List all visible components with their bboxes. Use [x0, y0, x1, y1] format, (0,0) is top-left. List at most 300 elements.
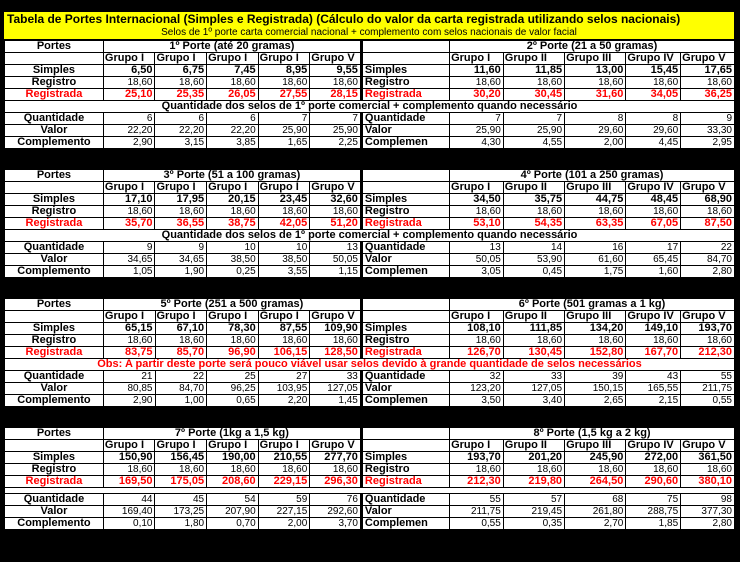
complemento-value-left: 0,25: [207, 266, 259, 278]
quantidade-value-left: 27: [258, 371, 310, 383]
registro-value-right: 18,60: [565, 335, 626, 347]
simples-value-right: 201,20: [503, 452, 564, 464]
blank-cell: [5, 53, 104, 65]
complemento-value-left: 1,90: [155, 266, 207, 278]
simples-value-right: 149,10: [626, 323, 681, 335]
simples-value-left: 17,10: [103, 194, 155, 206]
registrada-label-left: Registrada: [5, 347, 104, 359]
valor-value-right: 50,05: [450, 254, 504, 266]
valor-value-left: 38,50: [258, 254, 310, 266]
complemento-value-right: 3,50: [450, 395, 504, 407]
quantidade-value-right: 75: [626, 494, 681, 506]
group-header-left: Grupo I: [207, 53, 259, 65]
registro-value-right: 18,60: [626, 206, 681, 218]
quantidade-value-left: 10: [207, 242, 259, 254]
registrada-value-right: 34,05: [626, 89, 681, 101]
registro-value-left: 18,60: [258, 77, 310, 89]
simples-value-left: 23,45: [258, 194, 310, 206]
registro-value-left: 18,60: [103, 206, 155, 218]
registrada-value-left: 25,10: [103, 89, 155, 101]
registro-value-right: 18,60: [450, 335, 504, 347]
simples-value-right: 272,00: [626, 452, 681, 464]
group-header-right: Grupo IV: [626, 53, 681, 65]
simples-value-right: 193,70: [450, 452, 504, 464]
group-header-right: Grupo III: [565, 311, 626, 323]
porte-title-right: 6º Porte (501 gramas a 1 kg): [450, 299, 735, 311]
group-header-right: Grupo IV: [626, 182, 681, 194]
registrada-value-right: 290,60: [626, 476, 681, 488]
quantidade-value-right: 57: [503, 494, 564, 506]
complemento-label-right: Complemen: [361, 266, 449, 278]
complemento-value-left: 2,00: [258, 518, 310, 530]
quantidade-label-right: Quantidade: [361, 371, 449, 383]
valor-value-right: 219,45: [503, 506, 564, 518]
valor-value-left: 34,65: [155, 254, 207, 266]
simples-value-right: 15,45: [626, 65, 681, 77]
porte-band-1: [4, 40, 735, 149]
registro-label-right: Registro: [361, 464, 449, 476]
registro-value-right: 18,60: [681, 77, 735, 89]
simples-value-left: 8,95: [258, 65, 310, 77]
group-header-left: Grupo V: [310, 440, 362, 452]
group-header-right: Grupo V: [681, 311, 735, 323]
registrada-value-right: 63,35: [565, 218, 626, 230]
complemento-label-left: Complemento: [5, 137, 104, 149]
registro-value-right: 18,60: [503, 335, 564, 347]
quantidade-value-right: 14: [503, 242, 564, 254]
registrada-label-left: Registrada: [5, 218, 104, 230]
registrada-value-left: 175,05: [155, 476, 207, 488]
registrada-value-left: 106,15: [258, 347, 310, 359]
group-header-right: Grupo V: [681, 182, 735, 194]
registro-value-right: 18,60: [626, 464, 681, 476]
registro-value-left: 18,60: [310, 464, 362, 476]
registrada-value-left: 229,15: [258, 476, 310, 488]
quantidade-value-right: 7: [503, 113, 564, 125]
group-header-right: Grupo II: [503, 53, 564, 65]
group-header-right: Grupo I: [450, 53, 504, 65]
registro-label-right: Registro: [361, 206, 449, 218]
registro-value-left: 18,60: [103, 77, 155, 89]
quantidade-value-left: 6: [155, 113, 207, 125]
simples-value-left: 156,45: [155, 452, 207, 464]
porte-title-left: 1º Porte (até 20 gramas): [103, 41, 361, 53]
valor-value-right: 165,55: [626, 383, 681, 395]
simples-value-left: 6,75: [155, 65, 207, 77]
valor-value-left: 127,05: [310, 383, 362, 395]
registrada-value-right: 130,45: [503, 347, 564, 359]
quantidade-value-left: 45: [155, 494, 207, 506]
complemento-label-left: Complemento: [5, 518, 104, 530]
registro-value-right: 18,60: [565, 77, 626, 89]
quantidade-label-left: Quantidade: [5, 113, 104, 125]
registrada-label-right: Registrada: [361, 89, 449, 101]
complemento-value-right: 2,00: [565, 137, 626, 149]
group-header-left: Grupo V: [310, 311, 362, 323]
registrada-value-left: 42,05: [258, 218, 310, 230]
registro-value-right: 18,60: [503, 464, 564, 476]
registrada-value-left: 83,75: [103, 347, 155, 359]
group-header-left: Grupo V: [310, 53, 362, 65]
complemento-value-right: 1,85: [626, 518, 681, 530]
registrada-value-left: 296,30: [310, 476, 362, 488]
sheet-subtitle: Selos de 1º porte carta comercial nacional + complemento com selos nacionais de valor facial: [4, 27, 734, 39]
complemento-label-right: Complemen: [361, 395, 449, 407]
registro-value-right: 18,60: [565, 464, 626, 476]
group-header-right: Grupo III: [565, 440, 626, 452]
quantidade-value-left: 7: [258, 113, 310, 125]
complemento-value-left: 1,05: [103, 266, 155, 278]
valor-value-left: 103,95: [258, 383, 310, 395]
registrada-value-right: 67,05: [626, 218, 681, 230]
group-header-right: Grupo II: [503, 182, 564, 194]
registrada-value-left: 28,15: [310, 89, 362, 101]
blank-cell: [361, 182, 449, 194]
quantidade-value-right: 17: [626, 242, 681, 254]
registrada-value-left: 96,90: [207, 347, 259, 359]
quantidade-value-left: 9: [103, 242, 155, 254]
simples-value-left: 17,95: [155, 194, 207, 206]
registro-value-right: 18,60: [681, 206, 735, 218]
valor-value-right: 127,05: [503, 383, 564, 395]
registro-value-left: 18,60: [258, 206, 310, 218]
registro-value-left: 18,60: [258, 464, 310, 476]
group-header-right: Grupo I: [450, 440, 504, 452]
quantidade-value-right: 9: [681, 113, 735, 125]
group-header-right: Grupo V: [681, 53, 735, 65]
registro-value-left: 18,60: [103, 464, 155, 476]
valor-value-left: 34,65: [103, 254, 155, 266]
complemento-label-right: Complemen: [361, 518, 449, 530]
simples-value-right: 11,60: [450, 65, 504, 77]
registro-value-left: 18,60: [310, 335, 362, 347]
registrada-value-right: 219,80: [503, 476, 564, 488]
simples-value-right: 48,45: [626, 194, 681, 206]
registro-value-right: 18,60: [450, 77, 504, 89]
valor-label-left: Valor: [5, 506, 104, 518]
group-header-right: Grupo IV: [626, 440, 681, 452]
valor-value-left: 22,20: [207, 125, 259, 137]
complemento-value-left: 3,55: [258, 266, 310, 278]
quantidade-value-right: 39: [565, 371, 626, 383]
quantidade-value-left: 76: [310, 494, 362, 506]
simples-value-right: 35,75: [503, 194, 564, 206]
complemento-value-left: 2,25: [310, 137, 362, 149]
valor-value-right: 61,60: [565, 254, 626, 266]
porte-title-left: 7º Porte (1kg a 1,5 kg): [103, 428, 361, 440]
quantidade-value-right: 55: [450, 494, 504, 506]
group-header-right: Grupo II: [503, 311, 564, 323]
valor-value-right: 29,60: [565, 125, 626, 137]
quantidade-value-right: 13: [450, 242, 504, 254]
registrada-value-left: 208,60: [207, 476, 259, 488]
registro-value-left: 18,60: [155, 335, 207, 347]
simples-value-left: 67,10: [155, 323, 207, 335]
group-header-left: Grupo I: [103, 311, 155, 323]
valor-value-left: 292,60: [310, 506, 362, 518]
group-header-left: Grupo I: [258, 311, 310, 323]
portes-label: Portes: [5, 170, 104, 182]
quantidade-label-left: Quantidade: [5, 371, 104, 383]
registro-value-left: 18,60: [207, 335, 259, 347]
registrada-label-right: Registrada: [361, 218, 449, 230]
simples-value-left: 150,90: [103, 452, 155, 464]
complemento-value-right: 2,15: [626, 395, 681, 407]
portes-label: Portes: [5, 299, 104, 311]
registrada-label-right: Registrada: [361, 347, 449, 359]
registrada-value-left: 38,75: [207, 218, 259, 230]
complemento-value-left: 1,65: [258, 137, 310, 149]
registrada-value-right: 30,20: [450, 89, 504, 101]
registrada-value-right: 31,60: [565, 89, 626, 101]
complemento-value-right: 4,55: [503, 137, 564, 149]
registro-value-right: 18,60: [626, 77, 681, 89]
quantidade-value-right: 98: [681, 494, 735, 506]
quantidade-value-left: 6: [103, 113, 155, 125]
quantidade-value-left: 7: [310, 113, 362, 125]
quantidade-value-right: 68: [565, 494, 626, 506]
valor-label-right: Valor: [361, 383, 449, 395]
registro-value-left: 18,60: [310, 206, 362, 218]
simples-value-left: 32,60: [310, 194, 362, 206]
group-header-left: Grupo I: [103, 182, 155, 194]
sheet-title: Tabela de Portes Internacional (Simples e Registrada) (Cálculo do valor da carta registrada utilizando selos nacionais): [4, 12, 734, 27]
registrada-label-left: Registrada: [5, 476, 104, 488]
quantidade-value-left: 13: [310, 242, 362, 254]
valor-value-right: 65,45: [626, 254, 681, 266]
registrada-value-left: 26,05: [207, 89, 259, 101]
porte-band-2: [4, 169, 735, 278]
complemento-value-left: 1,00: [155, 395, 207, 407]
registrada-value-right: 380,10: [681, 476, 735, 488]
porte-title-right: 4º Porte (101 a 250 gramas): [450, 170, 735, 182]
quantidade-value-right: 55: [681, 371, 735, 383]
complemento-value-left: 3,70: [310, 518, 362, 530]
registro-value-right: 18,60: [681, 335, 735, 347]
valor-label-left: Valor: [5, 125, 104, 137]
complemento-value-right: 2,80: [681, 518, 735, 530]
registrada-value-left: 36,55: [155, 218, 207, 230]
registrada-value-right: 36,25: [681, 89, 735, 101]
simples-label-left: Simples: [5, 65, 104, 77]
registro-value-left: 18,60: [207, 77, 259, 89]
valor-label-right: Valor: [361, 254, 449, 266]
valor-value-right: 150,15: [565, 383, 626, 395]
valor-label-right: Valor: [361, 125, 449, 137]
registrada-value-right: 167,70: [626, 347, 681, 359]
registro-label-left: Registro: [5, 335, 104, 347]
valor-value-left: 96,25: [207, 383, 259, 395]
registro-value-left: 18,60: [155, 464, 207, 476]
simples-label-left: Simples: [5, 194, 104, 206]
group-header-left: Grupo I: [258, 53, 310, 65]
registrada-value-right: 152,80: [565, 347, 626, 359]
registro-value-right: 18,60: [626, 335, 681, 347]
complemento-label-left: Complemento: [5, 395, 104, 407]
complemento-value-right: 0,35: [503, 518, 564, 530]
quantity-caption: Quantidade dos selos de 1º porte comercial + complemento quando necessário: [5, 230, 735, 242]
simples-label-right: Simples: [361, 452, 449, 464]
simples-value-left: 78,30: [207, 323, 259, 335]
group-header-left: Grupo I: [258, 440, 310, 452]
quantidade-value-left: 22: [155, 371, 207, 383]
simples-value-right: 13,00: [565, 65, 626, 77]
complemento-value-left: 2,90: [103, 137, 155, 149]
registrada-value-left: 25,35: [155, 89, 207, 101]
complemento-label-right: Complemen: [361, 137, 449, 149]
simples-value-left: 65,15: [103, 323, 155, 335]
complemento-value-right: 2,65: [565, 395, 626, 407]
complemento-value-right: 2,70: [565, 518, 626, 530]
registrada-value-left: 85,70: [155, 347, 207, 359]
group-header-left: Grupo I: [103, 440, 155, 452]
complemento-value-right: 3,40: [503, 395, 564, 407]
complemento-value-left: 1,15: [310, 266, 362, 278]
valor-value-right: 211,75: [450, 506, 504, 518]
registro-value-right: 18,60: [450, 464, 504, 476]
group-header-right: Grupo III: [565, 182, 626, 194]
registrada-value-right: 87,50: [681, 218, 735, 230]
blank-cell: [5, 440, 104, 452]
quantidade-value-right: 43: [626, 371, 681, 383]
group-header-right: Grupo IV: [626, 311, 681, 323]
group-header-left: Grupo I: [155, 182, 207, 194]
quantidade-value-left: 25: [207, 371, 259, 383]
group-header-left: Grupo I: [207, 311, 259, 323]
complemento-value-right: 0,55: [450, 518, 504, 530]
quantidade-value-right: 8: [626, 113, 681, 125]
simples-label-right: Simples: [361, 65, 449, 77]
registro-value-left: 18,60: [207, 464, 259, 476]
group-header-right: Grupo II: [503, 440, 564, 452]
registro-label-left: Registro: [5, 464, 104, 476]
obs-note: Obs: A partir deste porte será pouco viável usar selos devido à grande quantidade de selos necessários: [5, 359, 735, 371]
group-header-left: Grupo I: [155, 53, 207, 65]
porte-band-3: [4, 298, 735, 407]
registro-value-right: 18,60: [565, 206, 626, 218]
complemento-value-left: 1,80: [155, 518, 207, 530]
simples-value-right: 134,20: [565, 323, 626, 335]
complemento-value-left: 2,90: [103, 395, 155, 407]
registro-label-left: Registro: [5, 206, 104, 218]
registro-value-left: 18,60: [155, 77, 207, 89]
group-header-right: Grupo I: [450, 182, 504, 194]
quantidade-label-left: Quantidade: [5, 242, 104, 254]
blank-cell: [361, 41, 449, 53]
simples-value-right: 245,90: [565, 452, 626, 464]
valor-value-right: 33,30: [681, 125, 735, 137]
registrada-value-left: 35,70: [103, 218, 155, 230]
quantidade-value-left: 59: [258, 494, 310, 506]
registro-value-left: 18,60: [310, 77, 362, 89]
complemento-value-right: 0,55: [681, 395, 735, 407]
quantidade-value-left: 9: [155, 242, 207, 254]
quantidade-value-left: 21: [103, 371, 155, 383]
complemento-value-left: 1,45: [310, 395, 362, 407]
registro-label-left: Registro: [5, 77, 104, 89]
complemento-value-left: 0,70: [207, 518, 259, 530]
valor-value-right: 377,30: [681, 506, 735, 518]
registrada-label-left: Registrada: [5, 89, 104, 101]
complemento-value-right: 2,80: [681, 266, 735, 278]
group-header-left: Grupo I: [258, 182, 310, 194]
complemento-value-right: 4,30: [450, 137, 504, 149]
simples-value-left: 6,50: [103, 65, 155, 77]
valor-value-right: 288,75: [626, 506, 681, 518]
simples-value-left: 9,55: [310, 65, 362, 77]
quantidade-value-right: 22: [681, 242, 735, 254]
simples-value-right: 68,90: [681, 194, 735, 206]
group-header-left: Grupo I: [103, 53, 155, 65]
registrada-value-left: 128,50: [310, 347, 362, 359]
simples-value-right: 361,50: [681, 452, 735, 464]
complemento-value-left: 0,65: [207, 395, 259, 407]
registro-label-right: Registro: [361, 335, 449, 347]
group-header-right: Grupo III: [565, 53, 626, 65]
valor-value-right: 84,70: [681, 254, 735, 266]
quantidade-value-left: 6: [207, 113, 259, 125]
porte-band-4: [4, 427, 735, 530]
registrada-value-right: 212,30: [681, 347, 735, 359]
valor-value-left: 22,20: [103, 125, 155, 137]
quantidade-value-left: 10: [258, 242, 310, 254]
valor-value-left: 50,05: [310, 254, 362, 266]
quantidade-label-left: Quantidade: [5, 494, 104, 506]
simples-value-right: 34,50: [450, 194, 504, 206]
valor-value-left: 22,20: [155, 125, 207, 137]
simples-label-right: Simples: [361, 194, 449, 206]
registrada-label-right: Registrada: [361, 476, 449, 488]
complemento-value-right: 0,45: [503, 266, 564, 278]
registrada-value-right: 212,30: [450, 476, 504, 488]
porte-title-right: 2º Porte (21 a 50 gramas): [450, 41, 735, 53]
quantidade-value-left: 33: [310, 371, 362, 383]
simples-value-right: 11,85: [503, 65, 564, 77]
group-header-right: Grupo V: [681, 440, 735, 452]
quantidade-value-left: 54: [207, 494, 259, 506]
valor-value-left: 25,90: [310, 125, 362, 137]
porte-title-left: 5º Porte (251 a 500 gramas): [103, 299, 361, 311]
complemento-value-left: 3,85: [207, 137, 259, 149]
quantidade-label-right: Quantidade: [361, 494, 449, 506]
registro-value-right: 18,60: [503, 77, 564, 89]
valor-value-right: 29,60: [626, 125, 681, 137]
complemento-value-right: 1,60: [626, 266, 681, 278]
simples-value-left: 210,55: [258, 452, 310, 464]
complemento-value-right: 4,45: [626, 137, 681, 149]
valor-value-right: 211,75: [681, 383, 735, 395]
complemento-value-right: 1,75: [565, 266, 626, 278]
simples-value-right: 44,75: [565, 194, 626, 206]
group-header-left: Grupo I: [155, 311, 207, 323]
simples-value-left: 277,70: [310, 452, 362, 464]
complemento-value-right: 3,05: [450, 266, 504, 278]
simples-label-right: Simples: [361, 323, 449, 335]
complemento-value-left: 2,20: [258, 395, 310, 407]
simples-value-right: 108,10: [450, 323, 504, 335]
valor-value-left: 227,15: [258, 506, 310, 518]
registrada-value-right: 30,45: [503, 89, 564, 101]
porte-title-left: 3º Porte (51 a 100 gramas): [103, 170, 361, 182]
simples-value-left: 109,90: [310, 323, 362, 335]
blank-cell: [361, 299, 449, 311]
group-header-left: Grupo I: [207, 440, 259, 452]
quantidade-value-right: 8: [565, 113, 626, 125]
registrada-value-right: 53,10: [450, 218, 504, 230]
valor-value-left: 80,85: [103, 383, 155, 395]
simples-label-left: Simples: [5, 452, 104, 464]
registro-value-right: 18,60: [450, 206, 504, 218]
